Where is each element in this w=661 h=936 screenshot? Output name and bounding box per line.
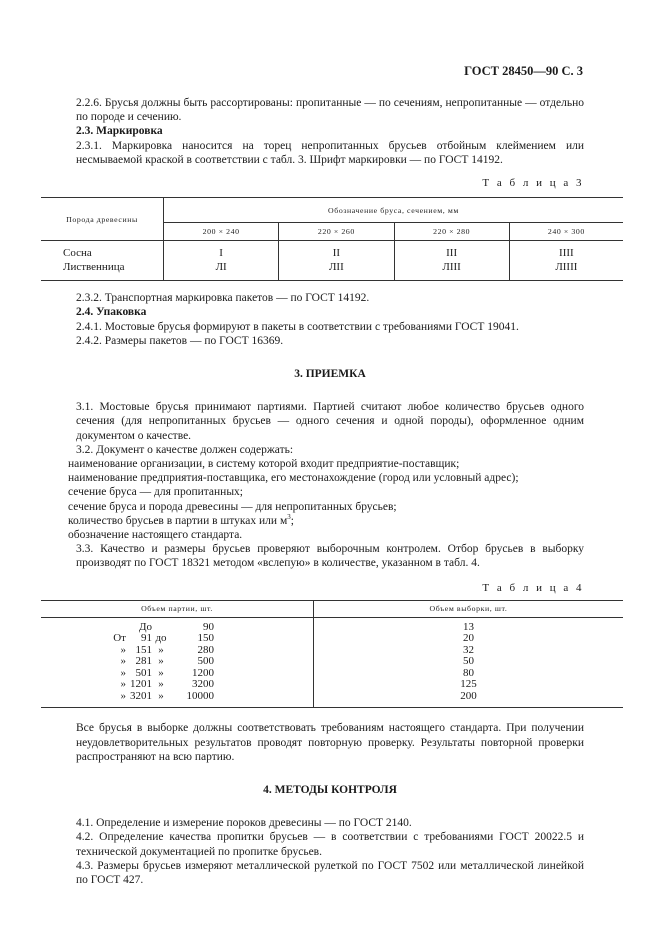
table-row: [41, 656, 623, 668]
paragraph-2-4-2: 2.4.2. Размеры пакетов — по ГОСТ 16369.: [76, 334, 284, 347]
table-4-sample-size: 80: [463, 666, 474, 679]
list-item: обозначение настоящего стандарта.: [68, 529, 243, 542]
range-part: 151: [135, 643, 152, 656]
table-3-header-species: Порода древесины: [41, 198, 164, 241]
range-part: 500: [197, 655, 214, 668]
table-3-mark: ЛIII: [394, 260, 509, 274]
list-item-text: количество брусьев в партии в штуках или м: [68, 514, 288, 527]
table-4-batch-range: [41, 633, 314, 645]
table-3-mark: ЛII: [279, 260, 394, 274]
range-part: »: [120, 655, 126, 668]
range-part: 501: [135, 666, 152, 679]
table-3-mark: ЛIIII: [555, 260, 578, 273]
table-4-batch-range: [41, 679, 314, 691]
table-4-header-batch: Объем партии, шт.: [41, 600, 314, 617]
table-4: [41, 600, 623, 618]
section-3-title: 3. ПРИЕМКА: [294, 368, 366, 381]
table-3-size: 220 × 280: [394, 222, 509, 240]
table-4-sample-size: 50: [463, 655, 474, 668]
list-item: наименование организации, в систему которой входит предприятие-поставщик;: [68, 458, 460, 471]
range-part: »: [158, 689, 164, 702]
table-3-mark: IIII: [559, 246, 574, 259]
page-content: [63, 96, 585, 887]
range-part: »: [120, 689, 126, 702]
table-row: [41, 633, 623, 645]
section-4-title: 4. МЕТОДЫ КОНТРОЛЯ: [263, 783, 397, 796]
range-part: 150: [197, 632, 214, 645]
paragraph-4-1: 4.1. Определение и измерение пороков древесины — по ГОСТ 2140.: [76, 817, 412, 830]
range-part: »: [158, 643, 164, 656]
table-4-sample-size: 200: [460, 689, 477, 702]
superscript: 3: [287, 513, 291, 522]
paragraph-3-1: 3.1. Мостовые брусья принимают партиями. Партией считают любое количество брусьев одного сечения (для непропитанных брусьев — одного сечения и одной породы), оформленное одним документом о качестве.: [76, 401, 584, 442]
table-4-sample-size: 125: [460, 678, 477, 691]
list-item: наименование предприятия-поставщика, его местонахождение (город или условный адрес);: [68, 472, 519, 485]
range-part: »: [158, 678, 164, 691]
paragraph-3-4: Все брусья в выборке должны соответствовать требованиям настоящего стандарта. При получении неудовлетворительных результатов проводят повторную проверку. Результаты повторной проверки распространяют на всю партию.: [76, 722, 584, 763]
range-part: »: [158, 666, 164, 679]
range-part: 90: [203, 620, 214, 633]
table-3-mark: II: [279, 241, 394, 261]
table-3-species: Лиственница: [41, 260, 164, 274]
table-3-mark: I: [164, 241, 279, 261]
list-item: сечение бруса — для пропитанных;: [68, 486, 244, 499]
table-4-sample-size: 32: [463, 643, 474, 656]
table-row: [41, 668, 623, 680]
table-4-batch-range: [41, 691, 314, 703]
range-part: »: [158, 655, 164, 668]
table-3-size: 220 × 260: [279, 222, 394, 240]
table-4-batch-range: [41, 668, 314, 680]
paragraph-2-3-1: 2.3.1. Маркировка наносится на торец непропитанных брусьев отбойным клеймением или несмываемой краской в соответствии с табл. 3. Шрифт маркировки — по ГОСТ 14192.: [76, 139, 584, 166]
heading-2-3: 2.3. Маркировка: [76, 125, 163, 138]
table-row: [41, 241, 623, 261]
table-3-mark: III: [394, 241, 509, 261]
range-part: 3200: [192, 678, 214, 691]
range-part: »: [120, 643, 126, 656]
paragraph-3-3: 3.3. Качество и размеры брусьев проверяют выборочным контролем. Отбор брусьев в выборку производят по ГОСТ 18321 методом «вслепую» в количестве, указанном в табл. 4.: [76, 543, 584, 570]
table-3-mark: ЛI: [164, 260, 279, 274]
table-4-body: [41, 618, 623, 709]
list-item: сечение бруса и порода древесины — для непропитанных брусьев;: [68, 500, 397, 513]
table-3: [41, 197, 623, 281]
table-3-size: 200 × 240: [164, 222, 279, 240]
table-row: [41, 691, 623, 703]
paragraph-4-2: 4.2. Определение качества пропитки брусьев — в соответствии с требованиями ГОСТ 20022.5 и технической документацией по пропитке брусьев.: [76, 831, 584, 858]
paragraph-2-2-6: 2.2.6. Брусья должны быть рассортированы: пропитанные — по сечениям, непропитанные — отдельно по породе и сечению.: [76, 97, 584, 124]
range-part: 10000: [186, 689, 214, 702]
table-4-batch-range: [41, 618, 314, 634]
range-part: 280: [197, 643, 214, 656]
table-4-header-sample: Объем выборки, шт.: [314, 600, 624, 617]
range-part: До: [138, 620, 152, 633]
range-part: »: [120, 678, 126, 691]
range-part: От: [113, 632, 126, 645]
table-4-batch-range: [41, 656, 314, 668]
list-item: [68, 514, 584, 528]
range-part: 1200: [192, 666, 214, 679]
paragraph-4-3: 4.3. Размеры брусьев измеряют металлической рулеткой по ГОСТ 7502 или металлической линейкой по ГОСТ 427.: [76, 859, 584, 886]
paragraph-2-4-1: 2.4.1. Мостовые брусья формируют в пакеты в соответствии с требованиями ГОСТ 19041.: [76, 320, 519, 333]
page-header: ГОСТ 28450—90 С. 3: [464, 64, 583, 78]
paragraph-3-2: 3.2. Документ о качестве должен содержать:: [76, 443, 294, 456]
range-part: 1201: [130, 678, 152, 691]
table-3-caption: Т а б л и ц а 3: [482, 177, 584, 190]
table-row: [41, 679, 623, 691]
table-3-species: Сосна: [41, 241, 164, 261]
table-4-sample-size: 20: [463, 632, 474, 645]
table-4-sample-size: 13: [463, 620, 474, 633]
table-row: [41, 645, 623, 657]
range-part: до: [155, 632, 167, 645]
table-4-batch-range: [41, 645, 314, 657]
table-3-header-designation: Обозначение бруса, сечением, мм: [164, 198, 624, 223]
table-row: [41, 618, 623, 634]
range-part: 91: [141, 632, 152, 645]
range-part: 3201: [130, 689, 152, 702]
table-4-caption: Т а б л и ц а 4: [482, 581, 584, 594]
table-row: [41, 260, 623, 274]
table-3-size: 240 × 300: [509, 222, 623, 240]
heading-2-4: 2.4. Упаковка: [76, 306, 147, 319]
paragraph-2-3-2: 2.3.2. Транспортная маркировка пакетов — по ГОСТ 14192.: [76, 292, 370, 305]
range-part: 281: [135, 655, 152, 668]
punctuation: ;: [290, 514, 294, 527]
range-part: »: [120, 666, 126, 679]
